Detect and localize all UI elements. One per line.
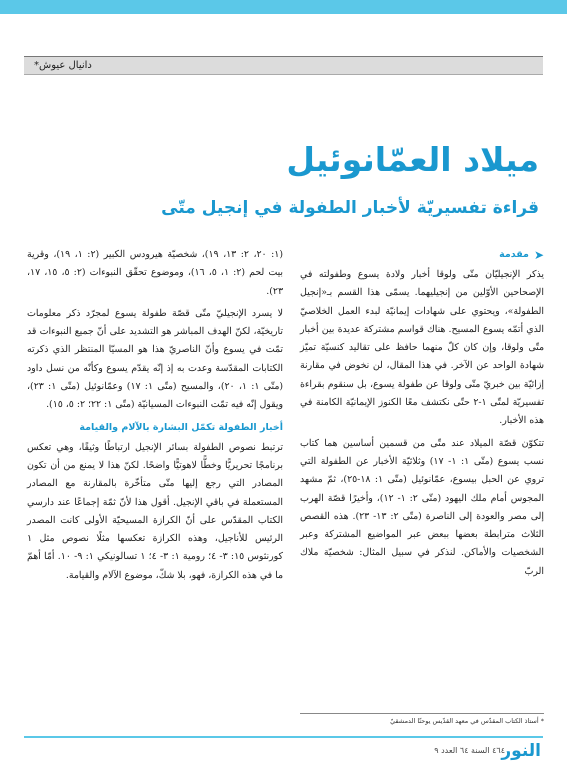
intro-heading bbox=[300, 246, 544, 264]
article-title: ميلاد العمّانوئيل bbox=[286, 140, 539, 179]
section-heading-label: أخبار الطفولة تكمّل البشارة بالآلام والقيامة bbox=[79, 421, 283, 433]
footnote: * أستاذ الكتاب المقدّس في معهد القدّيس يوحنّا الدمشقيّ bbox=[390, 717, 544, 725]
author-name: دانيال عيوش* bbox=[34, 60, 92, 71]
left-column bbox=[27, 246, 283, 589]
body-paragraph: (١: ٢٠، ٢: ١٣، ١٩)، شخصيّة هيرودس الكبير (٢: ١، ١٩)، وقرية بيت لحم (٢: ١، ٥، ١٦)، وموضوع تحقّق النبوءات (٢: ٥، ١٥، ١٧، ٢٣). bbox=[27, 249, 284, 297]
intro-heading-label: مقدمة bbox=[499, 248, 529, 260]
intro-paragraph: تتكوّن قصّة الميلاد عند متّى من قسمين أساسين هما كتاب نسب يسوع (متّى ١: ١- ١٧) وثلاثيّة الأخبار عن الطفولة التي تروي عن الحبل بيسوع، عمّانوئيل (متّى ١: ١٨-٢٥)، ثمّ مشهد المجوس أمام ملك اليهود (متّى ٢: ١- ١٢)، وأخيرًا قصّة الهرب إلى مصر والعودة إلى الناصرة (متّى ٢: ١٣- ٢٣). هذه القصص الثلاث مترابطة بعضها ببعض عبر المواضيع المشتركة وعبر الشخصيات والأماكن. لنذكر في سبيل المثال: شخصيّة ملاك الربّ bbox=[300, 437, 545, 577]
top-color-bar bbox=[0, 0, 567, 14]
article-subtitle: قراءة تفسيريّة لأخبار الطفولة في إنجيل متّى bbox=[161, 198, 539, 218]
arrow-icon: ➤ bbox=[533, 248, 544, 262]
body-paragraph: لا يسرد الإنجيليّ متّى قصّة طفولة يسوع لمجرّد ذكر معلومات تاريخيّة، لكنّ الهدف المباشر هو التشديد على أنّ جميع النبوءات قد تمّت في يسوع وأنّ الناصريّ هذا هو المسيّا المنتظر الذي ذكرته الكتابات المقدّسة وعدت به إذ إنّه يقدّم يسوع وكأنّه من نسل داود (متّى ١: ١، ٢٠)، والمسيح (متّى ١: ١٧) وعمّانوئيل (متّى ١: ٢٣)، ويقول إنّه فيه تمّت النبوءات المسيانيّة (متّى ١: ٢٢؛ ٢: ٥، ١٥). bbox=[27, 307, 284, 411]
body-paragraph: ترتبط نصوص الطفولة بسائر الإنجيل ارتباطًا وثيقًا، وهي تعكس برنامجًا تحريريًّا وخطًّا لاهوتيًّا واضحًا. لكنّ هذا لا يمنع من أن تكون المصادر التي رجع إليها متّى متأخّرة بالمقارنة مع المصادر المستعملة في باقي الإنجيل. أقول هذا لأنّ ثمّة إجماعًا عند دارسي الكتاب المقدّس على أنّ الكرازة المسيحيّة الأولى كانت المصدر الرئيس للأناجيل، وهذه الكرازة تعكسها مثلًا نصوص مثل ١ كورنثوس ١٥: ٣- ٤؛ رومية ١: ٣- ٤؛ ١ تسالونيكي ١: ٩- ١٠. أمّا أهمّ ما في هذه الكرازة، فهو، بلا شكّ، موضوع الآلام والقيامة. bbox=[27, 441, 283, 581]
journal-logo: النور bbox=[501, 741, 541, 761]
intro-paragraph: يذكر الإنجيليّان متّى ولوقا أخبار ولادة يسوع وطفولته في الإصحاحين الأوّلين من إنجيليهما. يسمّى هذا القسم بـ«إنجيل الطفولة»، ويحتوي على شهادات إيمانيّة لبدء العمل الخلاصيّ الذي أتمّه يسوع المسيح. هناك قواسم مشتركة عديدة بين أخبار متّى ولوقا، وإن كان كلّ منهما حافظ على تقاليد كنسيّة تميّز شهادة الواحد عن الآخر. في هذا المقال، لن نخوض في مقارنة إزائيّة بين خبريّ متّى ولوقا عن طفولة يسوع، بل سنقوم بقراءة تفسيريّة لمتّى ١-٢ حتّى نكتشف معًا الكنوز الإيمانيّة الكامنة في هذه الأخبار. bbox=[300, 269, 544, 427]
section-heading bbox=[27, 419, 283, 437]
right-column bbox=[300, 246, 544, 585]
author-band bbox=[24, 56, 543, 75]
journal-issue-info: ٤٦٤ السنة ٦٤ العدد ٩ bbox=[434, 746, 505, 755]
footnote-divider bbox=[300, 713, 544, 714]
footer-rule bbox=[24, 736, 543, 738]
